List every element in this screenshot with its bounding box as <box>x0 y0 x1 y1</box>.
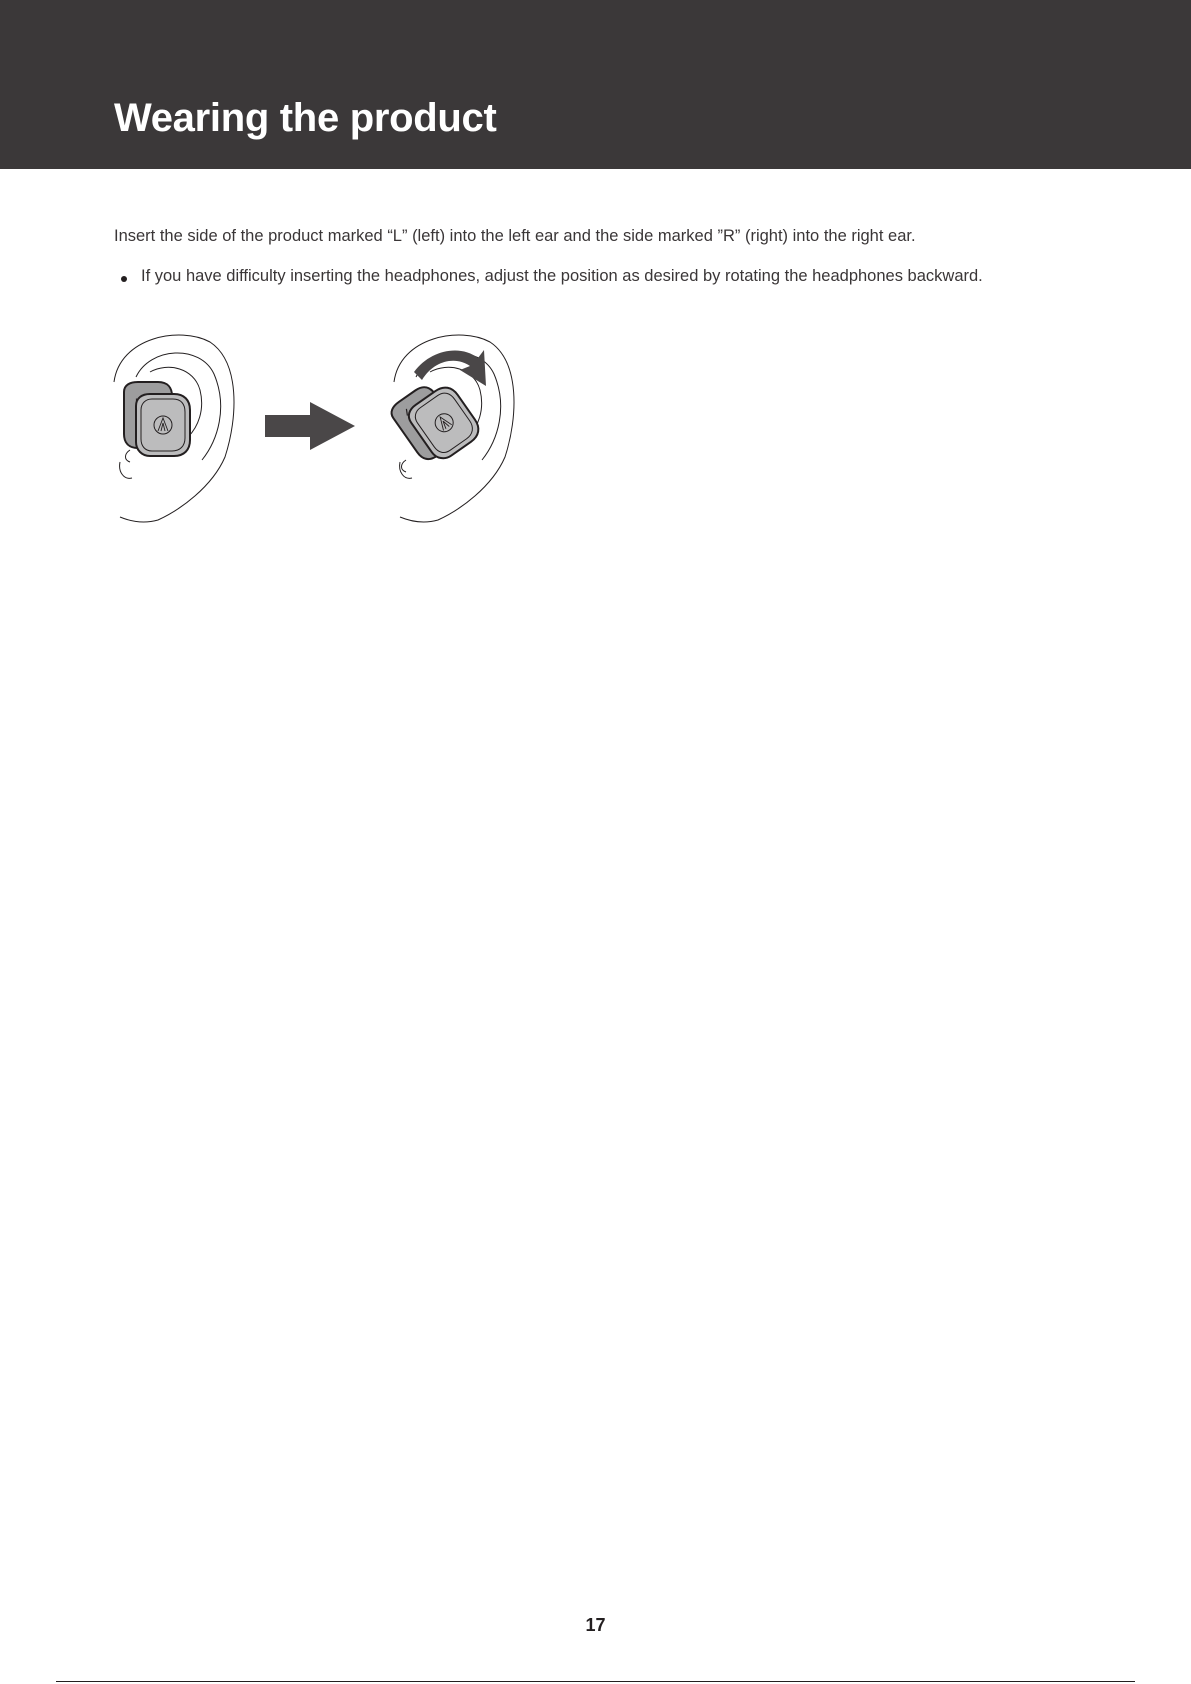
intro-text: Insert the side of the product marked “L” (left) into the left ear and the side marked ”R” (right) into the right ear. <box>114 227 916 245</box>
bullet-icon <box>121 276 127 282</box>
footer-divider <box>56 1681 1135 1682</box>
arrow-right-icon <box>265 402 355 450</box>
left-ear-illustration <box>114 335 234 522</box>
right-ear-illustration <box>388 335 514 522</box>
earbud-tip <box>126 450 131 462</box>
wearing-illustration <box>110 322 530 532</box>
bullet-text: If you have difficulty inserting the headphones, adjust the position as desired by rotating the headphones backward. <box>141 267 983 285</box>
bullet-list <box>114 267 983 286</box>
page-number: 17 <box>585 1615 606 1635</box>
page-title: Wearing the product <box>114 96 497 140</box>
header-band <box>0 0 1191 169</box>
list-item <box>114 267 983 286</box>
ear-lobe <box>120 462 132 478</box>
